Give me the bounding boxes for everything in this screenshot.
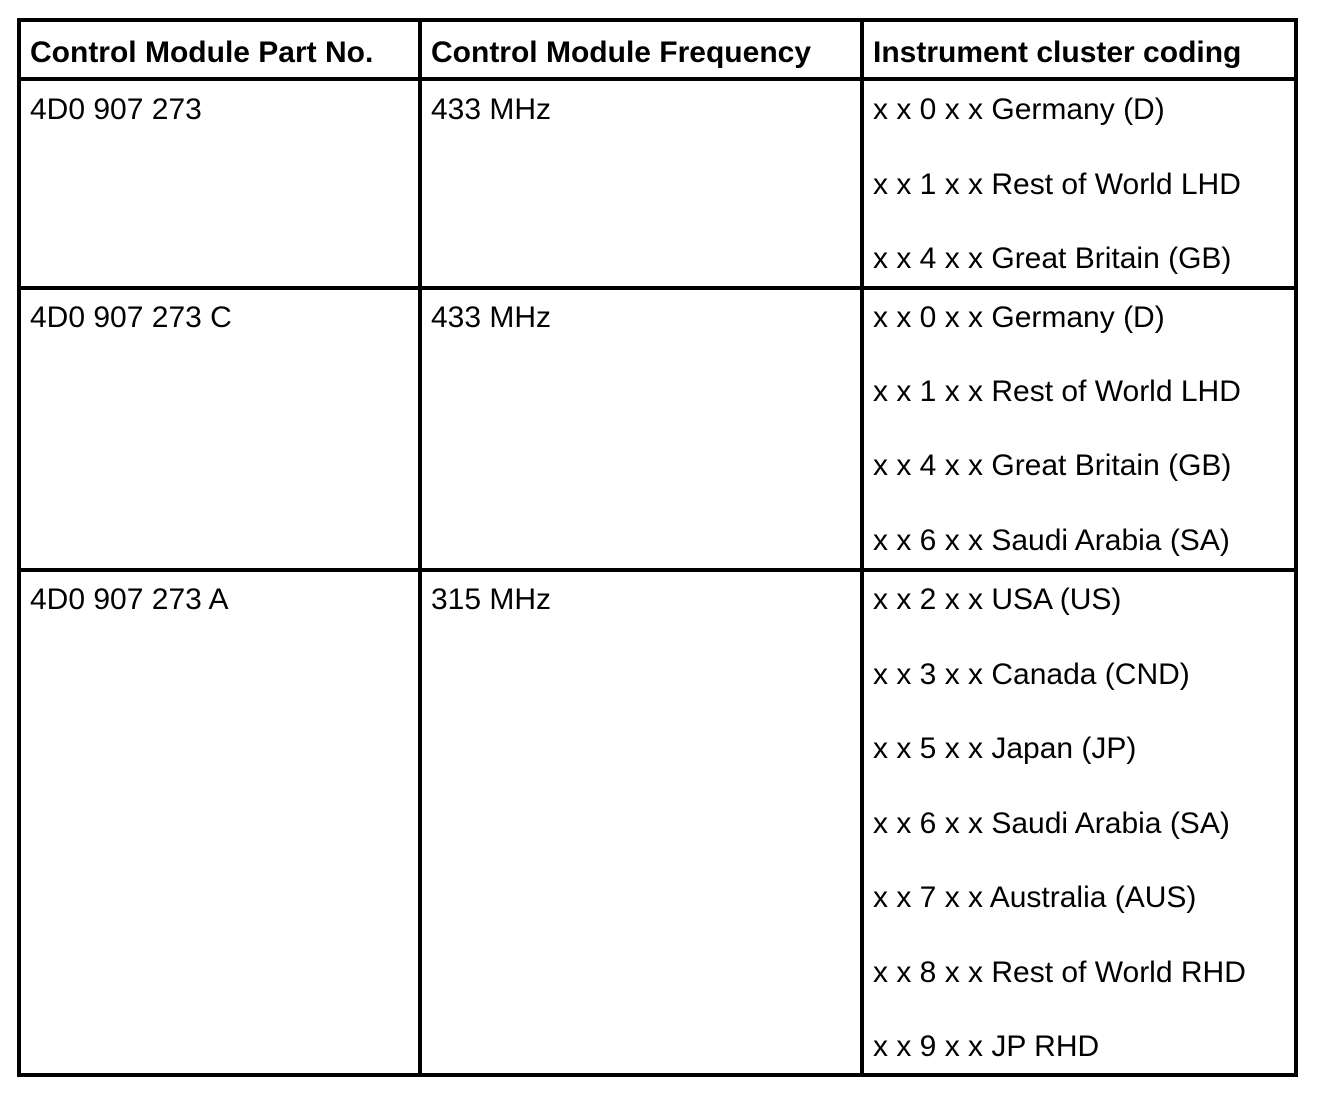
row-divider	[21, 77, 1294, 81]
column-divider	[418, 22, 422, 1073]
coding-line: x x 5 x x Japan (JP)	[873, 732, 1137, 765]
coding-line: x x 0 x x Germany (D)	[873, 93, 1165, 126]
coding-line: x x 9 x x JP RHD	[873, 1030, 1100, 1063]
coding-line: x x 4 x x Great Britain (GB)	[873, 449, 1232, 482]
coding-line: x x 7 x x Australia (AUS)	[873, 881, 1197, 914]
coding-line: x x 0 x x Germany (D)	[873, 301, 1165, 334]
row-divider	[21, 568, 1294, 572]
column-divider	[860, 22, 864, 1073]
coding-table	[17, 18, 1298, 1077]
header-part-no: Control Module Part No.	[30, 36, 374, 69]
coding-line: x x 4 x x Great Britain (GB)	[873, 242, 1232, 275]
coding-line: x x 1 x x Rest of World LHD	[873, 168, 1241, 201]
row-3-part-no: 4D0 907 273 A	[30, 583, 229, 616]
coding-line: x x 2 x x USA (US)	[873, 583, 1122, 616]
header-frequency: Control Module Frequency	[431, 36, 812, 69]
row-1-frequency: 433 MHz	[431, 93, 552, 126]
coding-line: x x 6 x x Saudi Arabia (SA)	[873, 807, 1230, 840]
row-divider	[21, 286, 1294, 290]
coding-line: x x 8 x x Rest of World RHD	[873, 956, 1246, 989]
coding-line: x x 3 x x Canada (CND)	[873, 658, 1190, 691]
coding-line: x x 1 x x Rest of World LHD	[873, 375, 1241, 408]
row-1-part-no: 4D0 907 273	[30, 93, 202, 126]
header-coding: Instrument cluster coding	[873, 36, 1242, 69]
row-2-part-no: 4D0 907 273 C	[30, 301, 232, 334]
row-2-frequency: 433 MHz	[431, 301, 552, 334]
row-3-frequency: 315 MHz	[431, 583, 552, 616]
coding-line: x x 6 x x Saudi Arabia (SA)	[873, 524, 1230, 557]
